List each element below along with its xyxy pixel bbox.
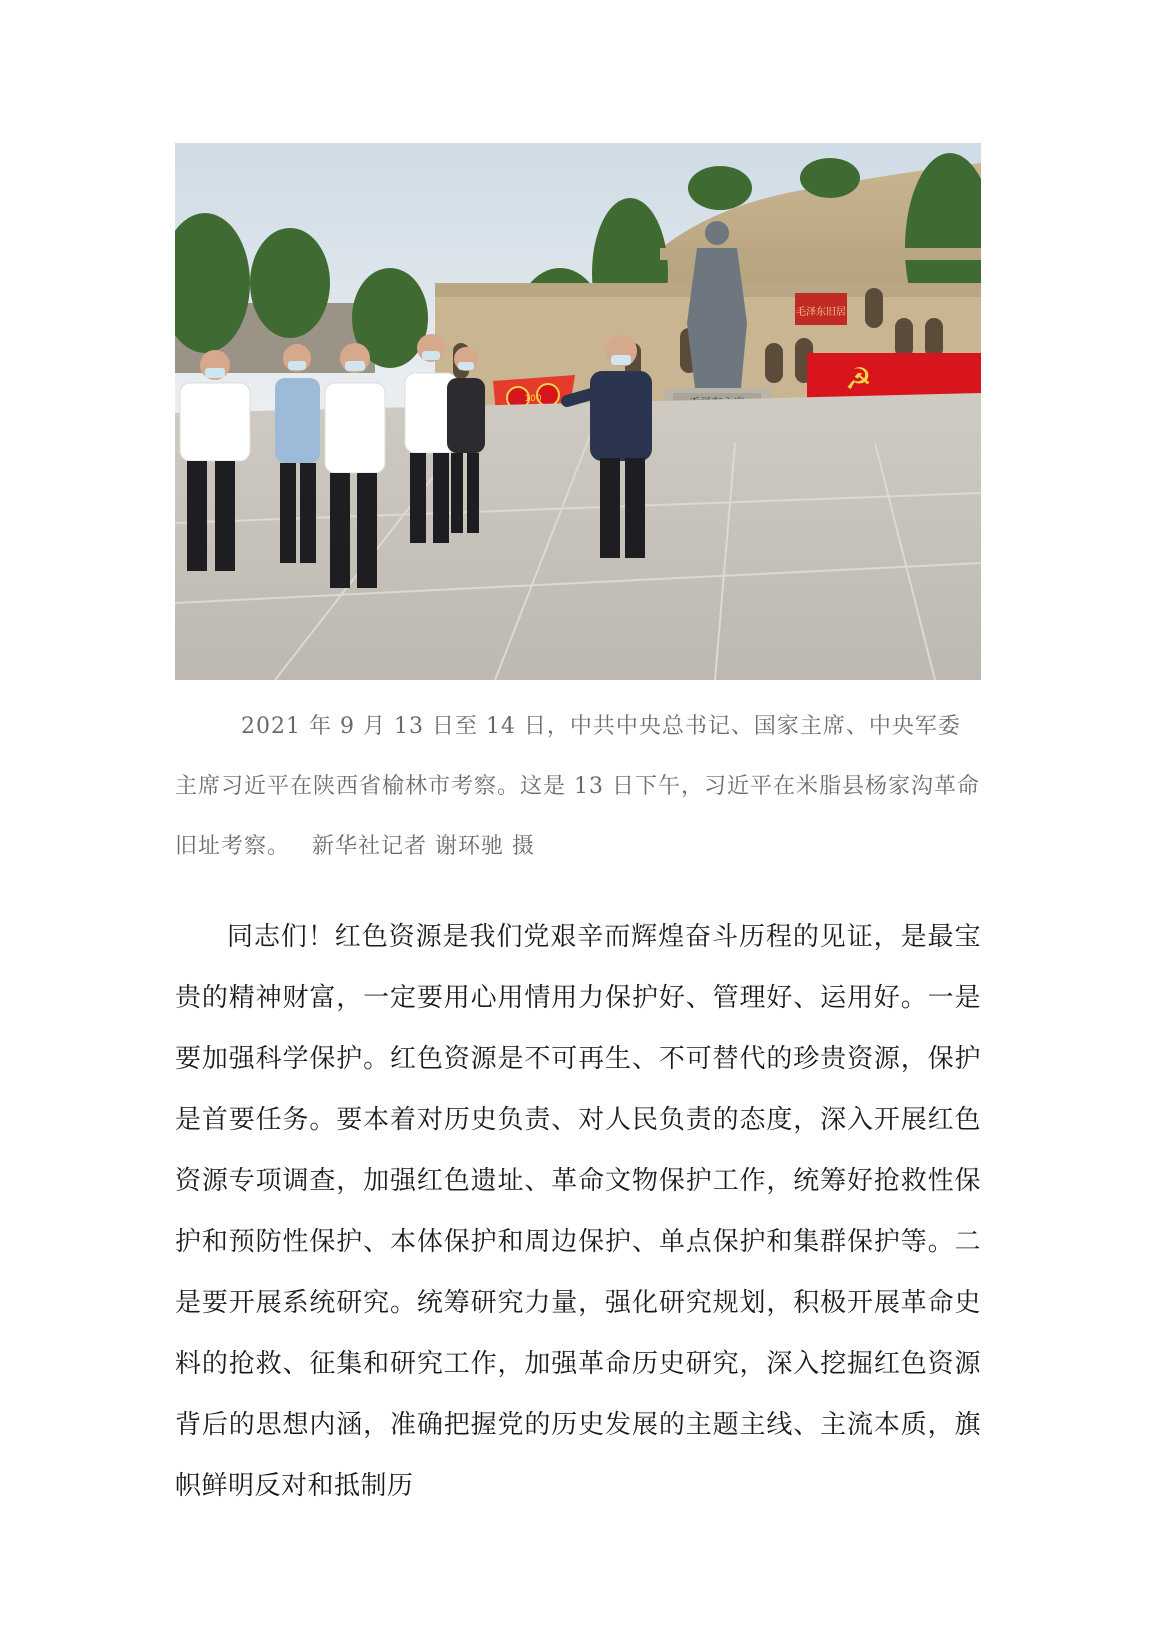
news-photo: [175, 143, 981, 680]
centenary-badge: 100: [524, 394, 542, 404]
body-paragraph: 同志们！红色资源是我们党艰辛而辉煌奋斗历程的见证，是最宝贵的精神财富，一定要用心用情用力保护好、管理好、运用好。一是要加强科学保护。红色资源是不可再生、不可替代的珍贵资源，保护是首要任务。要本着对历史负责、对人民负责的态度，深入开展红色资源专项调查，加强红色遗址、革命文物保护工作，统筹好抢救性保护和预防性保护、本体保护和周边保护、单点保护和集群保护等。二是要开展系统研究。统筹研究力量，强化研究规划，积极开展革命史料的抢救、征集和研究工作，加强革命历史研究，深入挖掘红色资源背后的思想内涵，准确把握党的历史发展的主题主线、主流本质，旗帜鲜明反对和抵制历: [175, 922, 981, 1501]
photo-illustration: [175, 143, 981, 680]
hammer-sickle-icon: ☭: [845, 362, 872, 397]
photo-credit: 新华社记者 谢环驰 摄: [312, 834, 536, 859]
caption-text: 2021 年 9 月 13 日至 14 日，中共中央总书记、国家主席、中央军委主席习近平在陕西省榆林市考察。这是 13 日下午，习近平在米脂县杨家沟革命旧址考察。: [175, 714, 980, 859]
building-sign: 毛泽东旧居: [796, 307, 846, 318]
photo-caption: [175, 697, 981, 877]
